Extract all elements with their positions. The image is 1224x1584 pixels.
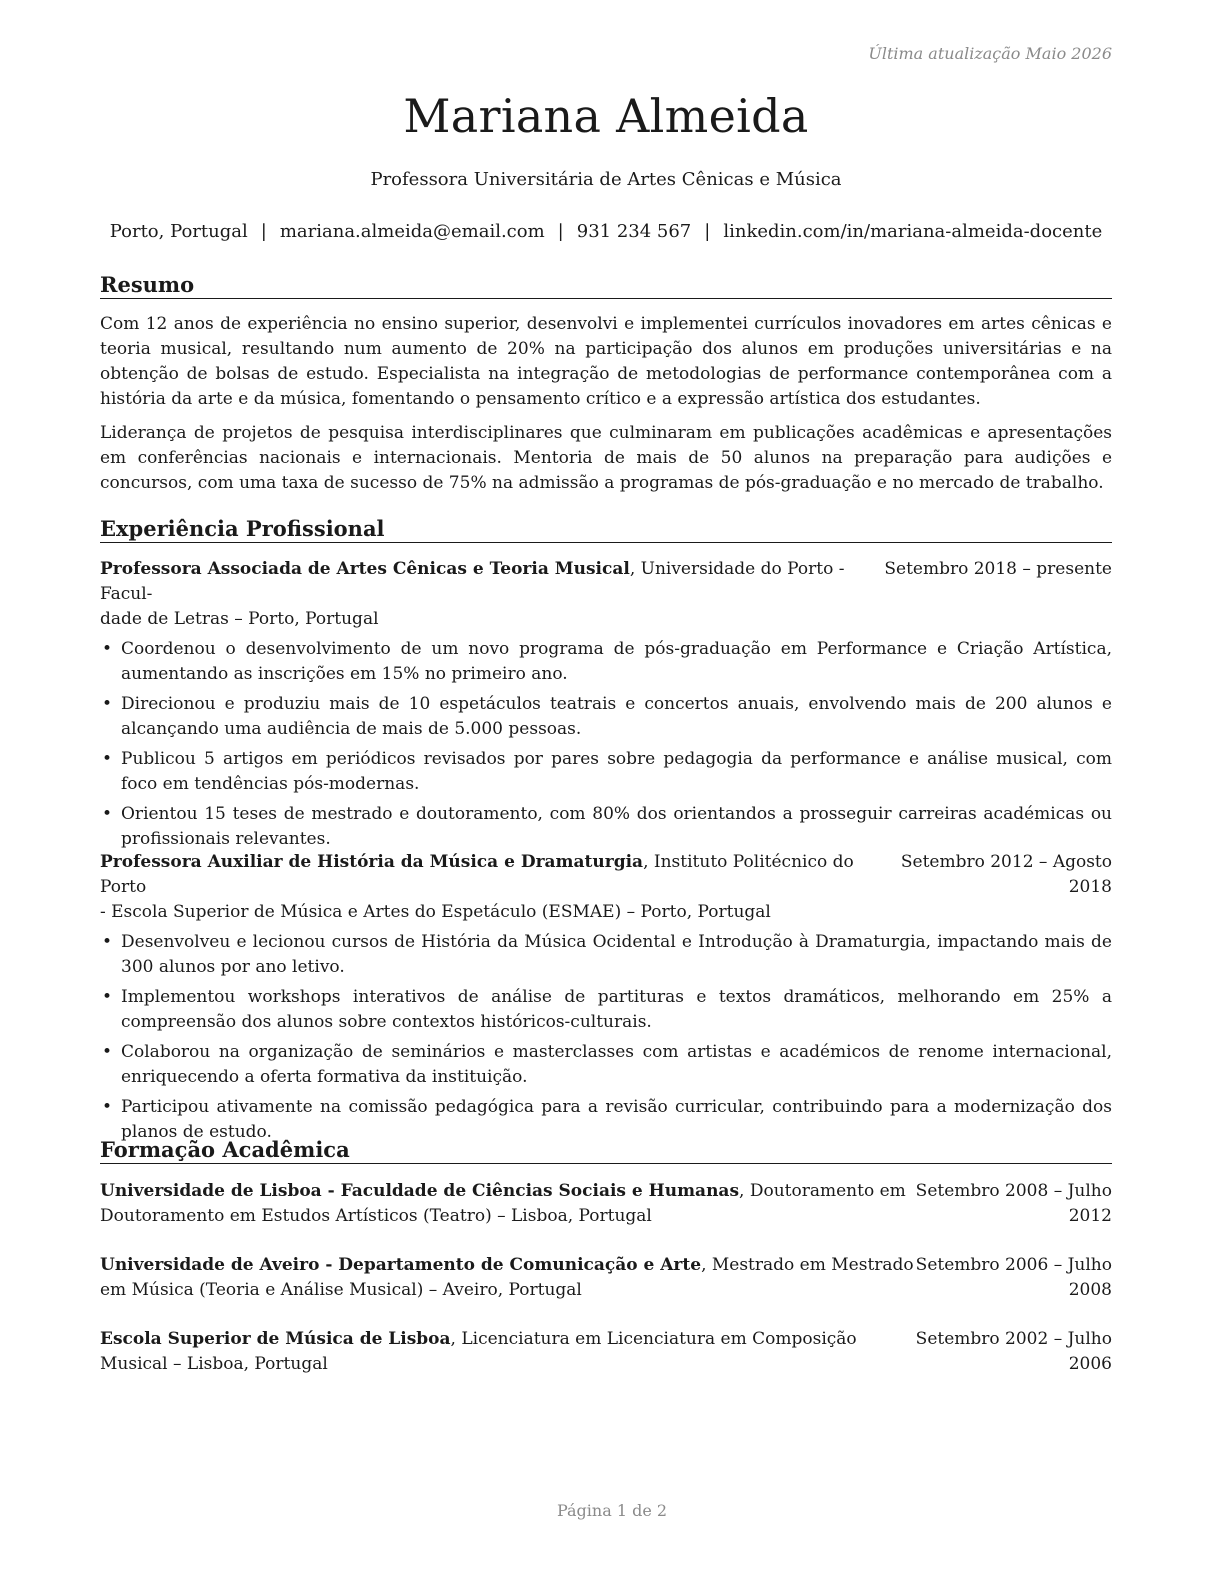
contact-separator: | bbox=[557, 221, 564, 242]
job-bullet: • Publicou 5 artigos em periódicos revisados por pares sobre pedagogia da performance e análise musical, com foco em tendências pós-modernas. bbox=[100, 747, 1112, 797]
contact-phone: 931 234 567 bbox=[576, 221, 692, 242]
job-dates: Setembro 2012 – Agosto bbox=[900, 852, 1112, 872]
job-role: Professora Associada de Artes Cênicas e Teoria Musical bbox=[100, 559, 630, 579]
candidate-name: Mariana Almeida bbox=[403, 89, 809, 143]
job-bullet: • Direcionou e produziu mais de 10 espetáculos teatrais e concertos anuais, envolvendo mais de 200 alunos e alcançando uma audiência de mais de 5.000 pessoas. bbox=[100, 692, 1112, 742]
education-dates: Setembro 2002 – Julho bbox=[915, 1329, 1112, 1349]
last-updated: Última atualização Maio 2026 bbox=[868, 44, 1112, 63]
job-bullets bbox=[100, 637, 1112, 852]
contact-line bbox=[100, 220, 1112, 244]
job-role: Professora Auxiliar de História da Música e Dramaturgia bbox=[100, 852, 644, 872]
education-school: Universidade de Lisboa - Faculdade de Ciências Sociais e Humanas bbox=[100, 1181, 740, 1201]
education-header bbox=[100, 1179, 1112, 1229]
education-program: Musical – Lisboa, Portugal bbox=[100, 1354, 328, 1374]
education-header bbox=[100, 1327, 1112, 1377]
job-bullet: • Orientou 15 teses de mestrado e doutoramento, com 80% dos orientandos a prosseguir carreiras académicas ou profissionais relevantes. bbox=[100, 802, 1112, 852]
contact-linkedin[interactable]: linkedin.com/in/mariana-almeida-docente bbox=[723, 221, 1103, 242]
job-dates: Setembro 2018 – presente bbox=[884, 559, 1112, 579]
experience-section bbox=[100, 516, 1112, 543]
summary-paragraph: Liderança de projetos de pesquisa interdisciplinares que culminaram em publicações acadêmicas e apresentações em conferências nacionais e internacionais. Mentoria de mais de 50 alunos na preparação para audições e concursos, com uma taxa de sucesso de 75% na admissão a programas de pós-graduação e no mercado de trabalho. bbox=[100, 423, 1112, 493]
section-title-education: Formação Acadêmica bbox=[100, 1137, 1112, 1164]
education-school: Escola Superior de Música de Lisboa bbox=[100, 1329, 451, 1349]
education-entry bbox=[100, 1327, 1112, 1377]
job-heading bbox=[100, 850, 900, 925]
job-entry bbox=[100, 557, 1112, 852]
page-number: Página 1 de 2 bbox=[556, 1501, 668, 1520]
job-header bbox=[100, 850, 1112, 925]
job-dates-end-year: 2018 bbox=[1068, 877, 1112, 897]
education-heading bbox=[100, 1179, 970, 1229]
job-location: dade de Letras – Porto, Portugal bbox=[100, 609, 379, 629]
education-program: em Música (Teoria e Análise Musical) – Aveiro, Portugal bbox=[100, 1280, 582, 1300]
job-bullet: • Participou ativamente na comissão pedagógica para a revisão curricular, contribuindo para a modernização dos planos de estudo. bbox=[100, 1095, 1112, 1145]
education-dates-end-year: 2006 bbox=[1068, 1354, 1112, 1374]
education-degree: , Doutoramento em bbox=[739, 1181, 906, 1201]
candidate-title: Professora Universitária de Artes Cênicas e Música bbox=[370, 169, 842, 190]
summary-section bbox=[100, 272, 1112, 496]
education-heading bbox=[100, 1253, 970, 1303]
resume-page bbox=[100, 0, 1112, 1584]
job-bullet: • Desenvolveu e lecionou cursos de História da Música Ocidental e Introdução à Dramaturgia, impactando mais de 300 alunos por ano letivo. bbox=[100, 930, 1112, 980]
job-organization: , Instituto Politécnico do Porto bbox=[100, 852, 854, 897]
job-location: - Escola Superior de Música e Artes do Espetáculo (ESMAE) – Porto, Portugal bbox=[100, 902, 771, 922]
section-title-summary: Resumo bbox=[100, 272, 1112, 299]
education-program: Doutoramento em Estudos Artísticos (Teatro) – Lisboa, Portugal bbox=[100, 1206, 652, 1226]
education-header bbox=[100, 1253, 1112, 1303]
job-bullet: • Coordenou o desenvolvimento de um novo programa de pós-graduação em Performance e Criação Artística, aumentando as inscrições em 15% no primeiro ano. bbox=[100, 637, 1112, 687]
section-title-experience: Experiência Profissional bbox=[100, 516, 1112, 543]
job-bullets bbox=[100, 930, 1112, 1145]
education-dates: Setembro 2008 – Julho bbox=[915, 1181, 1112, 1201]
contact-location: Porto, Portugal bbox=[109, 221, 248, 242]
education-degree: , Licenciatura em Licenciatura em Composição bbox=[450, 1329, 857, 1349]
job-entry bbox=[100, 850, 1112, 1145]
education-entry bbox=[100, 1179, 1112, 1229]
education-school: Universidade de Aveiro - Departamento de Comunicação e Arte bbox=[100, 1255, 702, 1275]
education-dates-end-year: 2012 bbox=[1068, 1206, 1112, 1226]
job-heading bbox=[100, 557, 880, 632]
job-organization: , Universidade do Porto - Facul- bbox=[100, 559, 845, 604]
education-entry bbox=[100, 1253, 1112, 1303]
education-dates: Setembro 2006 – Julho bbox=[915, 1255, 1112, 1275]
job-header bbox=[100, 557, 1112, 632]
job-bullet: • Colaborou na organização de seminários e masterclasses com artistas e académicos de renome internacional, enriquecendo a oferta formativa da instituição. bbox=[100, 1040, 1112, 1090]
contact-email[interactable]: mariana.almeida@email.com bbox=[279, 221, 545, 242]
education-section bbox=[100, 1137, 1112, 1164]
education-degree: , Mestrado em Mestrado bbox=[701, 1255, 914, 1275]
education-dates-end-year: 2008 bbox=[1068, 1280, 1112, 1300]
summary-paragraph: Com 12 anos de experiência no ensino superior, desenvolvi e implementei currículos inovadores em artes cênicas e teoria musical, resultando num aumento de 20% na participação dos alunos em produções universitárias e na obtenção de bolsas de estudo. Especialista na integração de metodologias de performance contemporânea com a história da arte e da música, fomentando o pensamento crítico e a expressão artística dos estudantes. bbox=[100, 314, 1112, 409]
contact-separator: | bbox=[260, 221, 267, 242]
education-heading bbox=[100, 1327, 970, 1377]
job-bullet: • Implementou workshops interativos de análise de partituras e textos dramáticos, melhorando em 25% a compreensão dos alunos sobre contextos históricos-culturais. bbox=[100, 985, 1112, 1035]
contact-separator: | bbox=[704, 221, 711, 242]
